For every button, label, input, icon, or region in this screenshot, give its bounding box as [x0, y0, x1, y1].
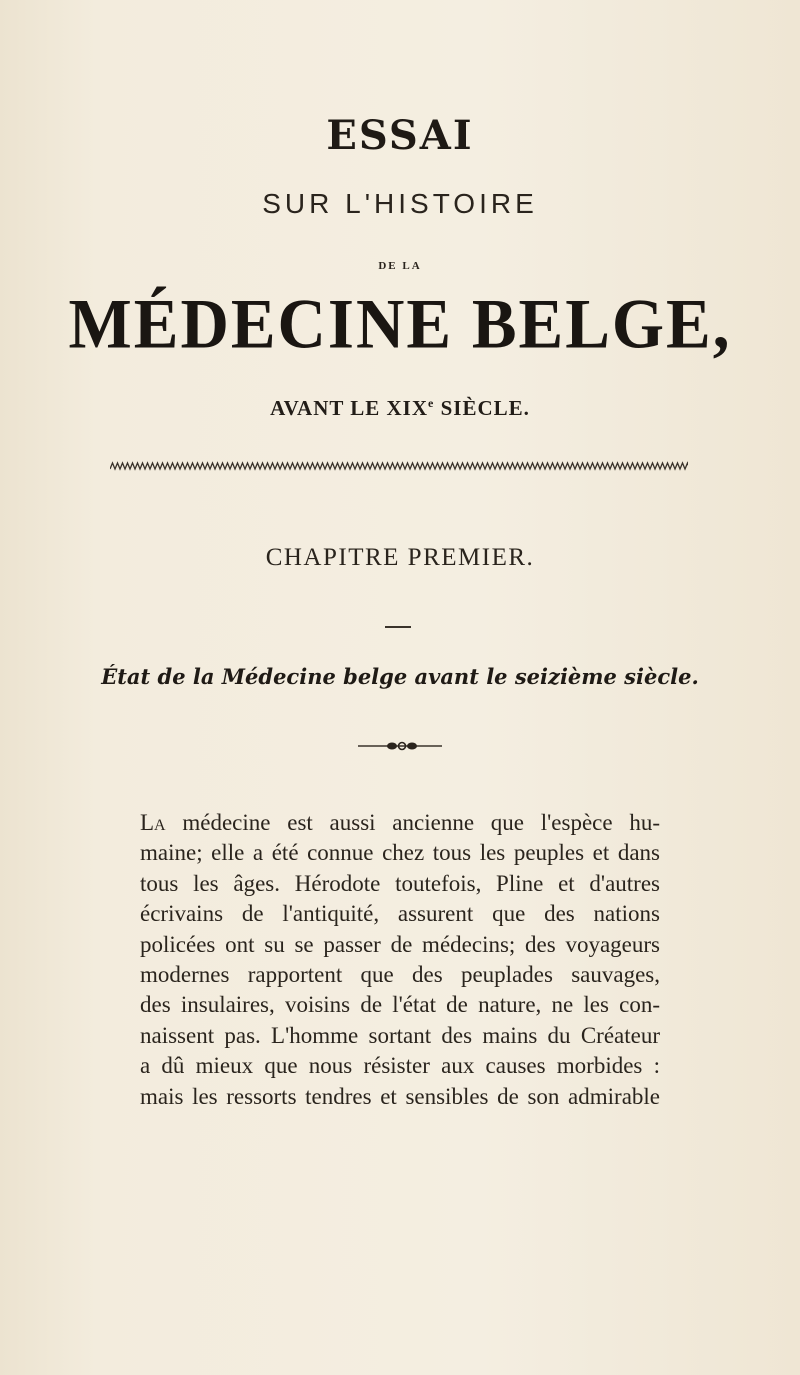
body-line-10: mais les ressorts tendres et sensibles de son admirable: [140, 1083, 660, 1109]
body-line-4: écrivains de l'antiquité, assurent que des nations: [140, 901, 660, 927]
body-line-1-text: médecine est aussi ancienne que l'espèce hu-: [165, 810, 660, 835]
chapter-dash: [385, 626, 411, 628]
chapter-heading: CHAPITRE PREMIER.: [265, 544, 535, 571]
body-line-8: naissent pas. L'homme sortant des mains du Créateur: [140, 1022, 660, 1048]
chapter-subheading: État de la Médecine belge avant le seizième siècle.: [101, 664, 699, 689]
title-avant-siecle: AVANT LE XIXe SIÈCLE.: [270, 396, 530, 420]
title-medecine-belge: MÉDECINE BELGE,: [68, 284, 732, 364]
body-line-1: [140, 808, 660, 838]
title-essai: ESSAI: [326, 112, 474, 159]
body-line-9: a dû mieux que nous résister aux causes morbides :: [140, 1053, 660, 1079]
body-line-3: tous les âges. Hérodote toutefois, Pline et d'autres: [140, 870, 660, 896]
title-sur-lhistoire: SUR L'HISTOIRE: [262, 188, 538, 219]
title-de-la: DE LA: [378, 260, 422, 272]
decorative-rule: [110, 460, 688, 472]
ornament-divider: [356, 740, 444, 752]
body-line-5: policées ont su se passer de médecins; des voyageurs: [140, 931, 660, 957]
body-line-2: maine; elle a été connue chez tous les peuples et dans: [140, 840, 660, 866]
body-line-6: modernes rapportent que des peuplades sauvages,: [140, 962, 660, 988]
body-line-7: des insulaires, voisins de l'état de nature, ne les con-: [140, 992, 660, 1018]
body-paragraph: [140, 808, 660, 1112]
first-word: La: [140, 810, 166, 835]
